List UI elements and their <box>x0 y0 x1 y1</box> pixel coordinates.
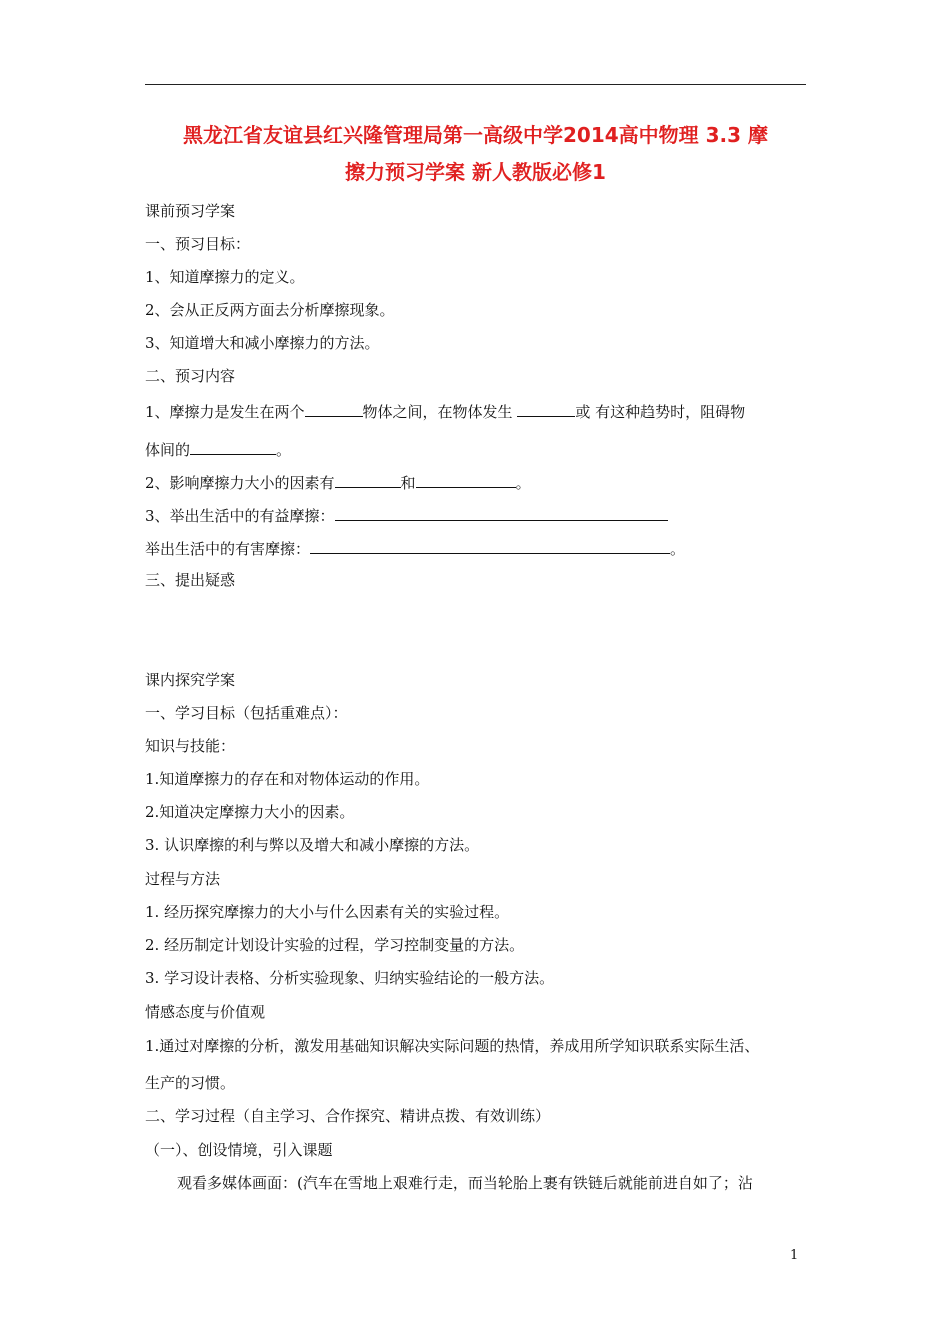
subsection-1-text: 观看多媒体画面：(汽车在雪地上艰难行走，而当轮胎上裹有铁链后就能前进自如了；沾 <box>177 1174 753 1192</box>
preview-question-3b <box>145 537 685 559</box>
knowledge-item-3: 3. 认识摩擦的利与弊以及增大和减小摩擦的方法。 <box>145 836 480 854</box>
preview-content-heading: 二、预习内容 <box>145 367 236 385</box>
attitude-item-1: 1.通过对摩擦的分析，激发用基础知识解决实际问题的热情，养成用所学知识联系实际生活、 <box>145 1037 760 1055</box>
answer-blank[interactable] <box>335 471 401 488</box>
page-number: 1 <box>790 1248 799 1263</box>
section-heading-preview: 课前预习学案 <box>145 202 236 220</box>
document-title-line-1: 黑龙江省友谊县红兴隆管理局第一高级中学2014高中物理 3.3 摩 <box>182 123 769 147</box>
answer-blank[interactable] <box>310 537 670 554</box>
question-text: 3、举出生活中的有益摩擦： <box>145 507 335 525</box>
knowledge-heading: 知识与技能： <box>145 737 236 755</box>
answer-blank[interactable] <box>517 400 575 417</box>
preview-question-3 <box>145 504 668 526</box>
section-heading-inclass: 课内探究学案 <box>145 671 236 689</box>
preview-question-2 <box>145 471 531 493</box>
preview-goal-2: 2、会从正反两方面去分析摩擦现象。 <box>145 301 395 319</box>
inclass-goals-heading: 一、学习目标（包括重难点）： <box>145 704 348 722</box>
knowledge-item-1: 1.知道摩擦力的存在和对物体运动的作用。 <box>145 770 430 788</box>
answer-blank[interactable] <box>305 400 363 417</box>
question-text: 。 <box>515 474 531 492</box>
question-text: 物体之间，在物体发生 <box>362 403 518 421</box>
question-text: 2、影响摩擦力大小的因素有 <box>145 474 335 492</box>
preview-goal-1: 1、知道摩擦力的定义。 <box>145 268 305 286</box>
question-text: 和 <box>400 474 416 492</box>
question-text: 1、摩擦力是发生在两个 <box>145 403 305 421</box>
header-rule <box>145 84 806 85</box>
attitude-item-1-cont: 生产的习惯。 <box>145 1074 236 1092</box>
process-heading: 过程与方法 <box>145 870 221 888</box>
answer-blank[interactable] <box>335 504 668 521</box>
learning-process-heading: 二、学习过程（自主学习、合作探究、精讲点拨、有效训练） <box>145 1107 551 1125</box>
preview-goals-heading: 一、预习目标： <box>145 235 251 253</box>
process-item-1: 1. 经历探究摩擦力的大小与什么因素有关的实验过程。 <box>145 903 510 921</box>
preview-doubt-heading: 三、提出疑惑 <box>145 571 236 589</box>
attitude-heading: 情感态度与价值观 <box>145 1003 266 1021</box>
question-text: 举出生活中的有害摩擦： <box>145 540 311 558</box>
question-text: 。 <box>670 540 686 558</box>
subsection-heading-1: （一）、创设情境，引入课题 <box>145 1141 333 1159</box>
answer-blank[interactable] <box>190 438 276 455</box>
preview-goal-3: 3、知道增大和减小摩擦力的方法。 <box>145 334 380 352</box>
question-text: 或 有这种趋势时，阻碍物 <box>575 403 746 421</box>
preview-question-1-cont <box>145 438 291 460</box>
question-text: 。 <box>276 441 292 459</box>
preview-question-1 <box>145 400 745 422</box>
answer-blank[interactable] <box>416 471 516 488</box>
process-item-2: 2. 经历制定计划设计实验的过程，学习控制变量的方法。 <box>145 936 525 954</box>
question-text: 体间的 <box>145 441 191 459</box>
process-item-3: 3. 学习设计表格、分析实验现象、归纳实验结论的一般方法。 <box>145 969 555 987</box>
knowledge-item-2: 2.知道决定摩擦力大小的因素。 <box>145 803 355 821</box>
document-title-line-2: 擦力预习学案 新人教版必修1 <box>345 160 606 184</box>
